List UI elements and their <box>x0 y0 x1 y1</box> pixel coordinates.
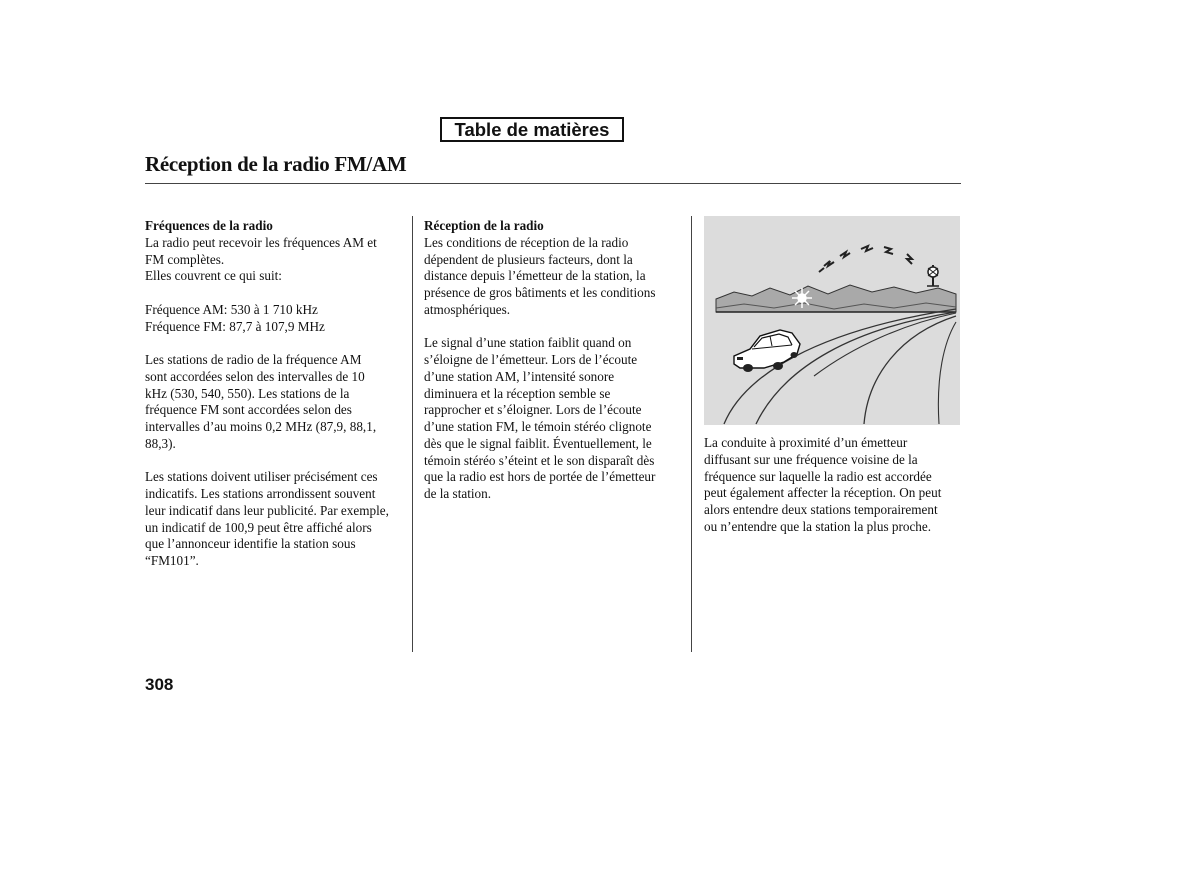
title-divider <box>145 183 961 184</box>
column-frequencies <box>145 218 397 587</box>
signal-weakening-paragraph: Le signal d’une station faiblit quand on s’éloigne de l’émetteur. Lors de l’écoute d’une station AM, l’intensité sonore diminuera et la réception semble se rapprocher et s’éloigner. Lors de l’écoute d’une station FM, le témoin stéréo clignote dès que le signal faiblit. Éventuellement, le témoin stéréo s’éteint et le son disparaît dès que la radio est hors de portée de l’émetteur de la station. <box>424 335 656 501</box>
column-reception <box>424 218 680 520</box>
nearby-transmitter-paragraph: La conduite à proximité d’un émetteur diffusant sur une fréquence voisine de la fréquence sur laquelle la radio est accordée peut également affecter la réception. On peut alors entendre deux stations temporairement ou n’entendre que la station la plus proche. <box>704 435 942 534</box>
column-divider <box>691 216 692 652</box>
car-icon <box>734 330 800 372</box>
page-number: 308 <box>145 675 174 694</box>
call-sign-paragraph: Les stations doivent utiliser précisément ces indicatifs. Les stations arrondissent souvent leur indicatif dans leur publicité. Par exemple, un indicatif de 100,9 peut être affiché alors que l’annonceur identifie la station sous “FM101”. <box>145 469 389 568</box>
interference-burst-icon <box>792 288 812 308</box>
transmitter-tower-icon <box>927 265 939 286</box>
radio-reception-illustration <box>704 216 960 425</box>
table-of-contents-button[interactable]: Table de matières <box>440 117 624 142</box>
road-and-transmitter-drawing <box>704 216 960 425</box>
radio-signal-icon <box>819 246 912 272</box>
reception-heading: Réception de la radio <box>424 218 544 233</box>
column-nearby-transmitter <box>704 435 962 552</box>
frequencies-heading: Fréquences de la radio <box>145 218 273 233</box>
frequency-ranges-paragraph: Fréquence AM: 530 à 1 710 kHz Fréquence FM: 87,7 à 107,9 MHz <box>145 301 325 334</box>
frequencies-paragraph: La radio peut recevoir les fréquences AM et FM complètes. Elles couvrent ce qui suit: <box>145 234 377 284</box>
page-title: Réception de la radio FM/AM <box>145 152 407 176</box>
column-divider <box>412 216 413 652</box>
tuning-intervals-paragraph: Les stations de radio de la fréquence AM sont accordées selon des intervalles de 10 kHz (530, 540, 550). Les stations de la fréquence FM sont accordées selon des intervalles d’au moins 0,2 MHz (87,9, 88,1, 88,3). <box>145 352 377 451</box>
reception-conditions-paragraph: Les conditions de réception de la radio dépendent de plusieurs facteurs, dont la distance depuis l’émetteur de la station, la présence de gros bâtiments et les conditions atmosphériques. <box>424 234 656 317</box>
